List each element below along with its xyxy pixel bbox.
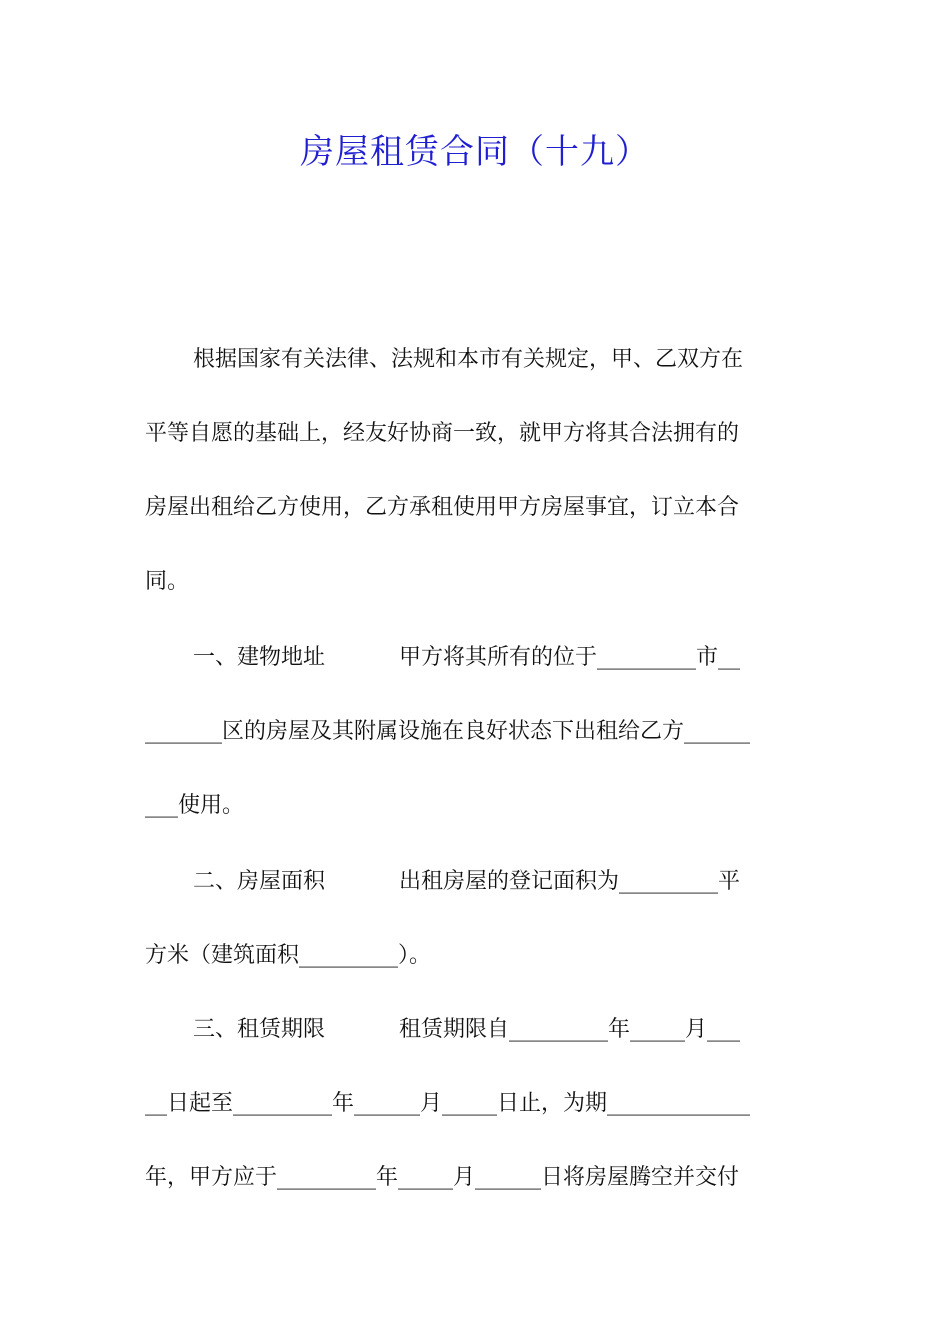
text-run: 甲方将其所有的位于_________市__ xyxy=(399,645,741,670)
text-run: 租赁期限自_________年_____月___ xyxy=(399,1017,741,1042)
text-run: 房屋出租给乙方使用，乙方承租使用甲方房屋事宜，订立本合 xyxy=(145,495,740,520)
text-run: 根据国家有关法律、法规和本市有关规定，甲、乙双方在 xyxy=(193,347,744,372)
text-run: __日起至_________年______月_____日止，为期_____________ xyxy=(145,1091,751,1116)
section-heading: 二、房屋面积 xyxy=(193,869,326,894)
paragraph-line xyxy=(145,936,807,976)
paragraph-line xyxy=(145,712,807,752)
text-run: 出租房屋的登记面积为_________平 xyxy=(399,869,741,894)
section-line-term xyxy=(145,1010,807,1050)
paragraph-line xyxy=(145,488,807,528)
section-heading: 一、建物地址 xyxy=(193,645,326,670)
text-run: 方米（建筑面积_________）。 xyxy=(145,943,432,968)
text-run: _______区的房屋及其附属设施在良好状态下出租给乙方______ xyxy=(145,719,751,744)
paragraph-line xyxy=(145,1084,807,1124)
text-run: 同。 xyxy=(145,569,190,594)
document-title: 房屋租赁合同（十九） xyxy=(300,132,650,172)
paragraph-line xyxy=(145,786,807,826)
paragraph-line xyxy=(145,414,807,454)
section-line-area xyxy=(145,862,807,902)
section-line-address xyxy=(145,638,807,678)
text-run: ___使用。 xyxy=(145,793,245,818)
paragraph-line xyxy=(145,1158,807,1198)
text-run: 年，甲方应于_________年_____月______日将房屋腾空并交付 xyxy=(145,1165,740,1190)
paragraph-line xyxy=(145,562,807,602)
paragraph-line xyxy=(145,340,807,380)
section-heading: 三、租赁期限 xyxy=(193,1017,326,1042)
text-run: 平等自愿的基础上，经友好协商一致，就甲方将其合法拥有的 xyxy=(145,421,740,446)
